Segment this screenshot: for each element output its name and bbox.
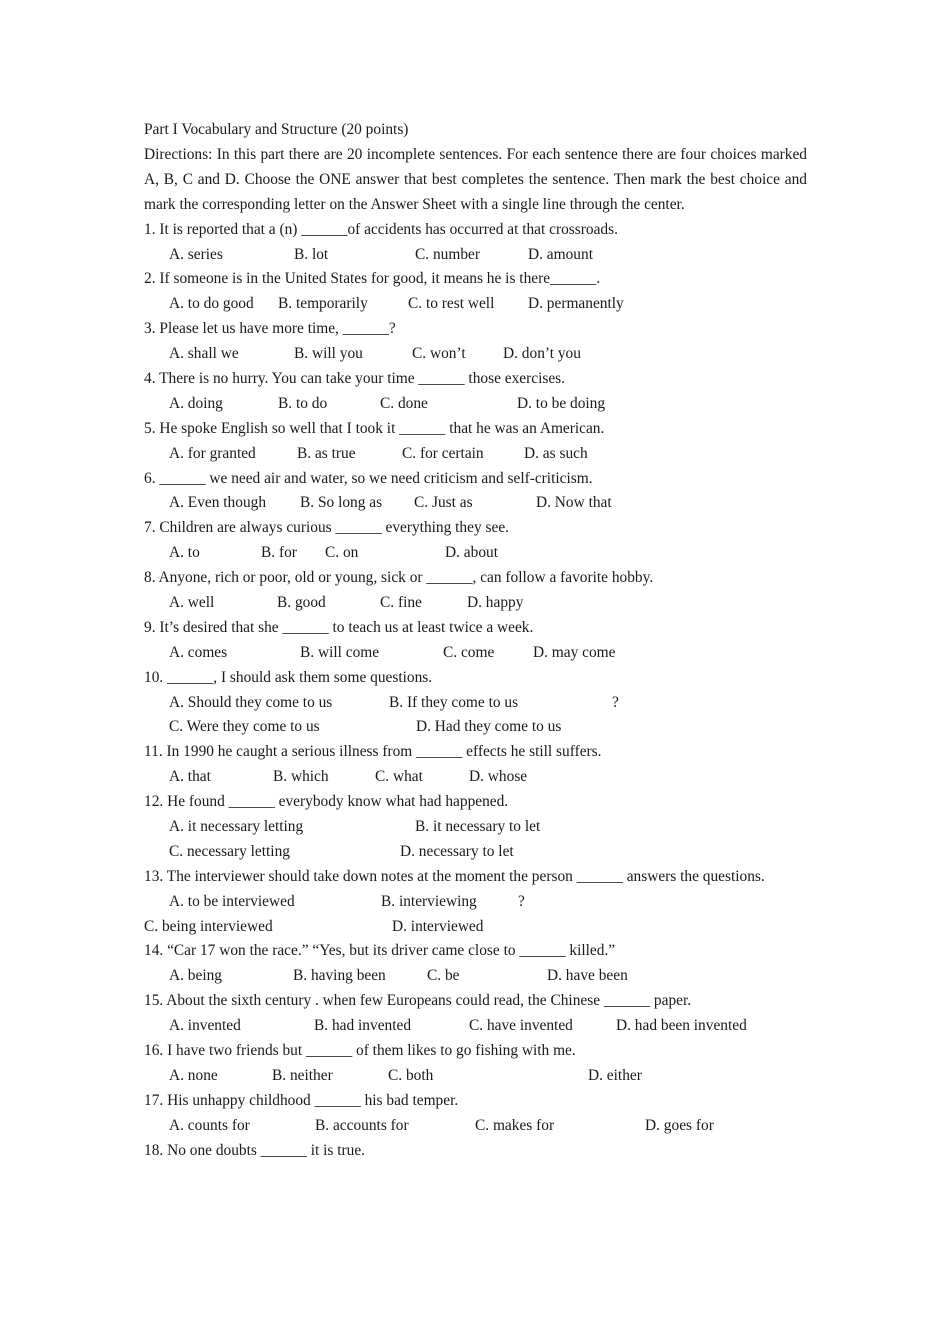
answer-option: C. both <box>388 1066 434 1084</box>
option-row <box>144 1014 807 1039</box>
answer-option: A. to do good <box>169 295 254 313</box>
question-stem: 3. Please let us have more time, ______? <box>144 320 396 338</box>
option-row <box>144 691 807 716</box>
answer-option: D. whose <box>469 768 528 786</box>
answer-option: C. necessary letting <box>169 842 290 860</box>
answer-option: D. Had they come to us <box>416 718 562 736</box>
answer-option: C. done <box>380 394 428 412</box>
answer-option: C. to rest well <box>408 295 495 313</box>
question-stem: 2. If someone is in the United States for good, it means he is there______. <box>144 270 601 288</box>
option-row <box>144 292 807 317</box>
question-stem: 8. Anyone, rich or poor, old or young, sick or ______, can follow a favorite hobby. <box>144 569 654 587</box>
answer-option: B. it necessary to let <box>415 817 541 835</box>
answer-option: A. it necessary letting <box>169 817 304 835</box>
question-stem: 13. The interviewer should take down notes at the moment the person ______ answers the questions. <box>144 867 765 885</box>
answer-option: C. Just as <box>414 494 473 512</box>
option-row <box>144 591 807 616</box>
answer-option: B. temporarily <box>278 295 368 313</box>
question-stem: 11. In 1990 he caught a serious illness from ______ effects he still suffers. <box>144 743 602 761</box>
answer-option: C. for certain <box>402 444 484 462</box>
answer-option: B. had invented <box>314 1017 412 1035</box>
answer-option: A. to <box>169 544 200 562</box>
answer-option: C. makes for <box>475 1116 555 1134</box>
answer-option: A. doing <box>169 394 223 412</box>
exam-content <box>144 118 807 1163</box>
answer-option: C. be <box>427 967 460 985</box>
question-stem: 6. ______ we need air and water, so we need criticism and self-criticism. <box>144 469 593 487</box>
answer-option: A. comes <box>169 643 228 661</box>
answer-option: C. fine <box>380 593 422 611</box>
question-stem: 10. ______, I should ask them some questions. <box>144 668 433 686</box>
option-row <box>144 765 807 790</box>
question-stem: 14. “Car 17 won the race.” “Yes, but its driver came close to ______ killed.” <box>144 942 616 960</box>
answer-option: B. will come <box>300 643 380 661</box>
answer-option: D. had been invented <box>616 1017 747 1035</box>
answer-option: B. accounts for <box>315 1116 409 1134</box>
answer-option: C. what <box>375 768 423 786</box>
answer-option: A. Even though <box>169 494 267 512</box>
answer-option: B. for <box>261 544 297 562</box>
answer-option: A. Should they come to us <box>169 693 333 711</box>
answer-option: B. having been <box>293 967 386 985</box>
question-stem: 7. Children are always curious ______ everything they see. <box>144 519 510 537</box>
question-stem: 9. It’s desired that she ______ to teach us at least twice a week. <box>144 618 534 636</box>
question-list <box>144 218 807 1164</box>
part-title: Part I Vocabulary and Structure (20 points) <box>144 121 409 138</box>
answer-option: A. none <box>169 1066 218 1084</box>
question-stem: 1. It is reported that a (n) ______of accidents has occurred at that crossroads. <box>144 220 618 238</box>
option-row <box>144 392 807 417</box>
option-row <box>144 1064 807 1089</box>
option-row <box>144 243 807 268</box>
answer-option: D. interviewed <box>392 917 484 935</box>
answer-option: B. good <box>277 593 326 611</box>
question-stem: 4. There is no hurry. You can take your time ______ those exercises. <box>144 369 566 387</box>
answer-option: B. which <box>273 768 329 786</box>
option-row <box>144 342 807 367</box>
answer-option: A. invented <box>169 1017 241 1035</box>
answer-option: D. amount <box>528 245 593 263</box>
answer-option: C. number <box>415 245 480 263</box>
answer-option: D. may come <box>533 643 616 661</box>
answer-option: B. to do <box>278 394 328 412</box>
option-row <box>144 715 807 740</box>
answer-option: D. permanently <box>528 295 624 313</box>
question-stem: 12. He found ______ everybody know what had happened. <box>144 793 509 811</box>
answer-option: C. come <box>443 643 495 661</box>
answer-option: B. as true <box>297 444 356 462</box>
answer-option: B. interviewing <box>381 892 477 910</box>
option-row <box>144 840 807 865</box>
answer-option: A. counts for <box>169 1116 250 1134</box>
answer-option: D. either <box>588 1066 642 1084</box>
answer-option: D. have been <box>547 967 628 985</box>
directions-paragraph: Directions: In this part there are 20 incomplete sentences. For each sentence there are four choices marked A, B, C and D. Choose the ONE answer that best completes the sentence. Then mark the best choice and mark the corresponding letter on the Answer Sheet with a single line through the center. <box>144 145 807 213</box>
option-row <box>144 491 807 516</box>
answer-option: B. So long as <box>300 494 383 512</box>
answer-option: D. necessary to let <box>400 842 514 860</box>
answer-option: D. to be doing <box>517 394 606 412</box>
answer-option: A. that <box>169 768 211 786</box>
answer-option: C. won’t <box>412 345 466 363</box>
answer-option: B. neither <box>272 1066 333 1084</box>
answer-option: A. well <box>169 593 215 611</box>
option-row <box>144 815 807 840</box>
question-stem: 16. I have two friends but ______ of them likes to go fishing with me. <box>144 1042 576 1060</box>
answer-option: D. goes for <box>645 1116 714 1134</box>
stray-mark: ? <box>518 892 525 910</box>
answer-option: C. Were they come to us <box>169 718 320 736</box>
answer-option: D. happy <box>467 593 524 611</box>
option-row <box>144 1114 807 1139</box>
option-row <box>144 641 807 666</box>
answer-option: A. shall we <box>169 345 239 363</box>
answer-option: B. If they come to us <box>389 693 519 711</box>
answer-option: A. being <box>169 967 223 985</box>
question-stem: 17. His unhappy childhood ______ his bad temper. <box>144 1091 459 1109</box>
answer-option: A. to be interviewed <box>169 892 295 910</box>
answer-option: B. will you <box>294 345 363 363</box>
option-row <box>144 890 807 915</box>
answer-option: D. don’t you <box>503 345 581 363</box>
option-row <box>144 915 807 940</box>
answer-option: C. being interviewed <box>144 917 273 935</box>
answer-option: A. series <box>169 245 223 263</box>
question-stem: 5. He spoke English so well that I took it ______ that he was an American. <box>144 419 605 437</box>
question-stem: 18. No one doubts ______ it is true. <box>144 1141 366 1159</box>
answer-option: D. about <box>445 544 499 562</box>
answer-option: C. on <box>325 544 359 562</box>
option-row <box>144 964 807 989</box>
answer-option: D. as such <box>524 444 588 462</box>
answer-option: B. lot <box>294 245 329 263</box>
option-row <box>144 541 807 566</box>
answer-option: C. have invented <box>469 1017 573 1035</box>
answer-option: A. for granted <box>169 444 256 462</box>
stray-mark: ? <box>612 693 619 711</box>
option-row <box>144 442 807 467</box>
question-stem: 15. About the sixth century . when few Europeans could read, the Chinese ______ paper. <box>144 992 692 1010</box>
answer-option: D. Now that <box>536 494 612 512</box>
